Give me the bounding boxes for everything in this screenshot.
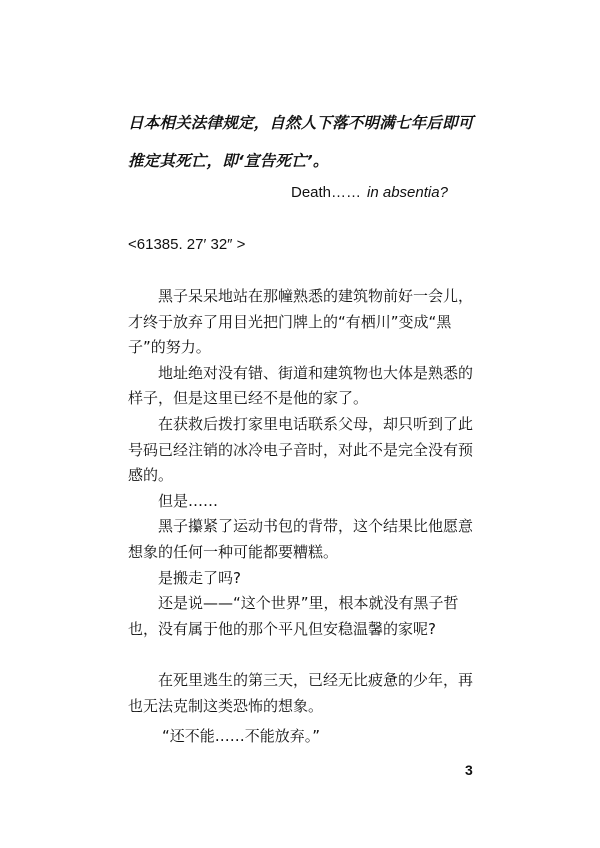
death-line [291, 184, 448, 201]
death-prefix: Death…… [291, 184, 362, 201]
paragraph: 但是…… [158, 491, 219, 510]
dialogue-quote: “还不能……不能放弃。” [162, 727, 321, 745]
paragraph: 还是说——“这个世界”里，根本就没有黑子哲也，没有属于他的那个平凡但安稳温馨的家呢? [128, 594, 459, 638]
paragraph: 地址绝对没有错、街道和建筑物也大体是熟悉的样子，但是这里已经不是他的家了。 [128, 363, 474, 408]
death-italic: in absentia? [367, 184, 448, 201]
epigraph: 日本相关法律规定，自然人下落不明满七年后即可推定其死亡，即‘宣告死亡’。 [128, 114, 474, 170]
paragraph: 黑子攥紧了运动书包的背带，这个结果比他愿意想象的任何一种可能都要糟糕。 [128, 517, 474, 561]
body-text [128, 284, 486, 719]
paragraph: 在死里逃生的第三天，已经无比疲惫的少年，再也无法克制这类恐怖的想象。 [128, 670, 474, 715]
page-number: 3 [465, 762, 473, 778]
paragraph-gap [128, 642, 486, 668]
paragraph: 黑子呆呆地站在那幢熟悉的建筑物前好一会儿，才终于放弃了用目光把门牌上的“有栖川”变成“黑子”的努力。 [128, 287, 474, 357]
coordinates-line: <61385. 27′ 32″ > [128, 236, 246, 253]
paragraph: 在获救后拨打家里电话联系父母，却只听到了此号码已经注销的冰冷电子音时，对此不是完全没有预感的。 [128, 414, 474, 485]
paragraph: 是搬走了吗? [158, 568, 241, 587]
